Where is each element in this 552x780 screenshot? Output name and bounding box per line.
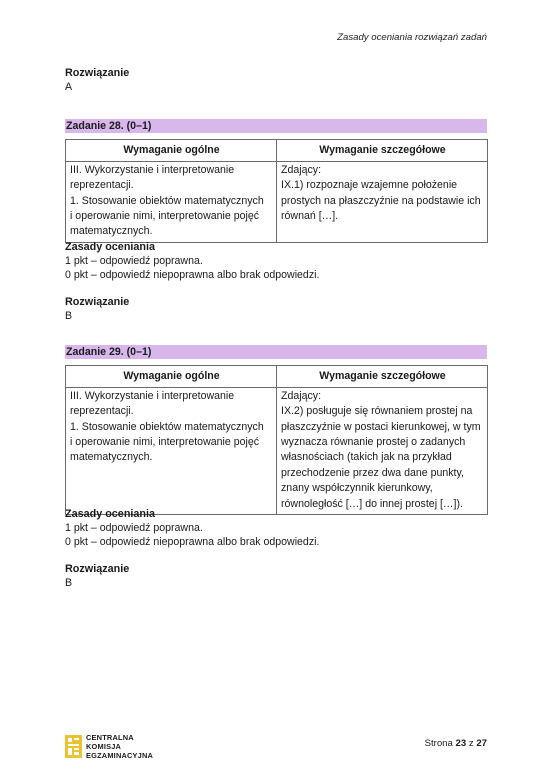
text-line: reprezentacji. <box>70 179 134 192</box>
column-header-general: Wymaganie ogólne <box>66 366 277 388</box>
text-line: reprezentacji. <box>70 405 134 418</box>
text-line: Zdający: <box>281 164 322 176</box>
text-line: równoległość […] do innej prostej […]). <box>281 497 463 510</box>
text-line: matematycznych. <box>70 225 153 238</box>
page-total: 27 <box>476 738 487 749</box>
score-0-points: 0 pkt – odpowiedź niepoprawna albo brak odpowiedzi. <box>65 536 320 548</box>
page-number <box>425 737 487 751</box>
text-line: równań […]. <box>281 210 339 223</box>
solution-label: Rozwiązanie <box>65 563 130 575</box>
text-line: przechodzenie przez dwa dane punkty, <box>281 466 464 479</box>
solution-label: Rozwiązanie <box>65 296 130 308</box>
text-line: Zdający: <box>281 390 322 402</box>
column-header-specific: Wymaganie szczegółowe <box>277 366 488 388</box>
general-requirement-cell <box>66 388 277 515</box>
text-line: III. Wykorzystanie i interpretowanie <box>70 164 235 176</box>
column-header-specific: Wymaganie szczegółowe <box>277 140 488 162</box>
cke-logo <box>65 733 153 760</box>
solution-answer: B <box>65 310 73 322</box>
score-1-point: 1 pkt – odpowiedź poprawna. <box>65 522 203 534</box>
text-line: 1. Stosowanie obiektów matematycznych <box>70 194 264 207</box>
page-prefix: Strona <box>424 738 453 749</box>
running-header: Zasady oceniania rozwiązań zadań <box>337 32 487 43</box>
solution-answer: A <box>65 81 73 93</box>
text-line: własnościach (takich jak na przykład <box>281 451 452 464</box>
logo-line: KOMISJA <box>86 742 122 751</box>
specific-requirement-cell <box>277 162 488 243</box>
solution-answer: B <box>65 577 73 589</box>
scoring-label: Zasady oceniania <box>65 508 156 520</box>
text-line: 1. Stosowanie obiektów matematycznych <box>70 420 264 433</box>
text-line: IX.1) rozpoznaje wzajemne położenie <box>281 179 458 192</box>
text-line: i operowanie nimi, interpretowanie pojęć <box>70 210 260 223</box>
solution-label: Rozwiązanie <box>65 67 130 79</box>
page-current: 23 <box>455 738 467 749</box>
task-29-title: Zadanie 29. (0–1) <box>65 345 487 359</box>
general-requirement-cell <box>66 162 277 243</box>
cke-logo-icon <box>65 735 82 758</box>
column-header-general: Wymaganie ogólne <box>66 140 277 162</box>
text-line: i operowanie nimi, interpretowanie pojęć <box>70 436 260 449</box>
text-line: matematycznych. <box>70 451 153 464</box>
task-29-requirements-table <box>65 365 488 515</box>
logo-line: CENTRALNA <box>86 733 134 742</box>
text-line: wyznacza równanie prostej o zadanych <box>281 436 466 449</box>
text-line: IX.2) posługuje się równaniem prostej na <box>281 405 473 418</box>
logo-line: EGZAMINACYJNA <box>86 751 154 760</box>
score-0-points: 0 pkt – odpowiedź niepoprawna albo brak odpowiedzi. <box>65 269 320 281</box>
text-line: III. Wykorzystanie i interpretowanie <box>70 390 235 402</box>
task-28-requirements-table <box>65 139 488 243</box>
specific-requirement-cell <box>277 388 488 515</box>
text-line: prostych na płaszczyźnie na podstawie ich <box>281 194 481 207</box>
text-line: płaszczyźnie w postaci kierunkowej, w tym <box>281 420 481 433</box>
task-28-title: Zadanie 28. (0–1) <box>65 119 487 133</box>
text-line: znany współczynnik kierunkowy, <box>281 482 433 495</box>
logo-wordmark <box>86 733 153 760</box>
page-separator: z <box>468 738 474 749</box>
scoring-label: Zasady oceniania <box>65 241 156 253</box>
score-1-point: 1 pkt – odpowiedź poprawna. <box>65 255 203 267</box>
